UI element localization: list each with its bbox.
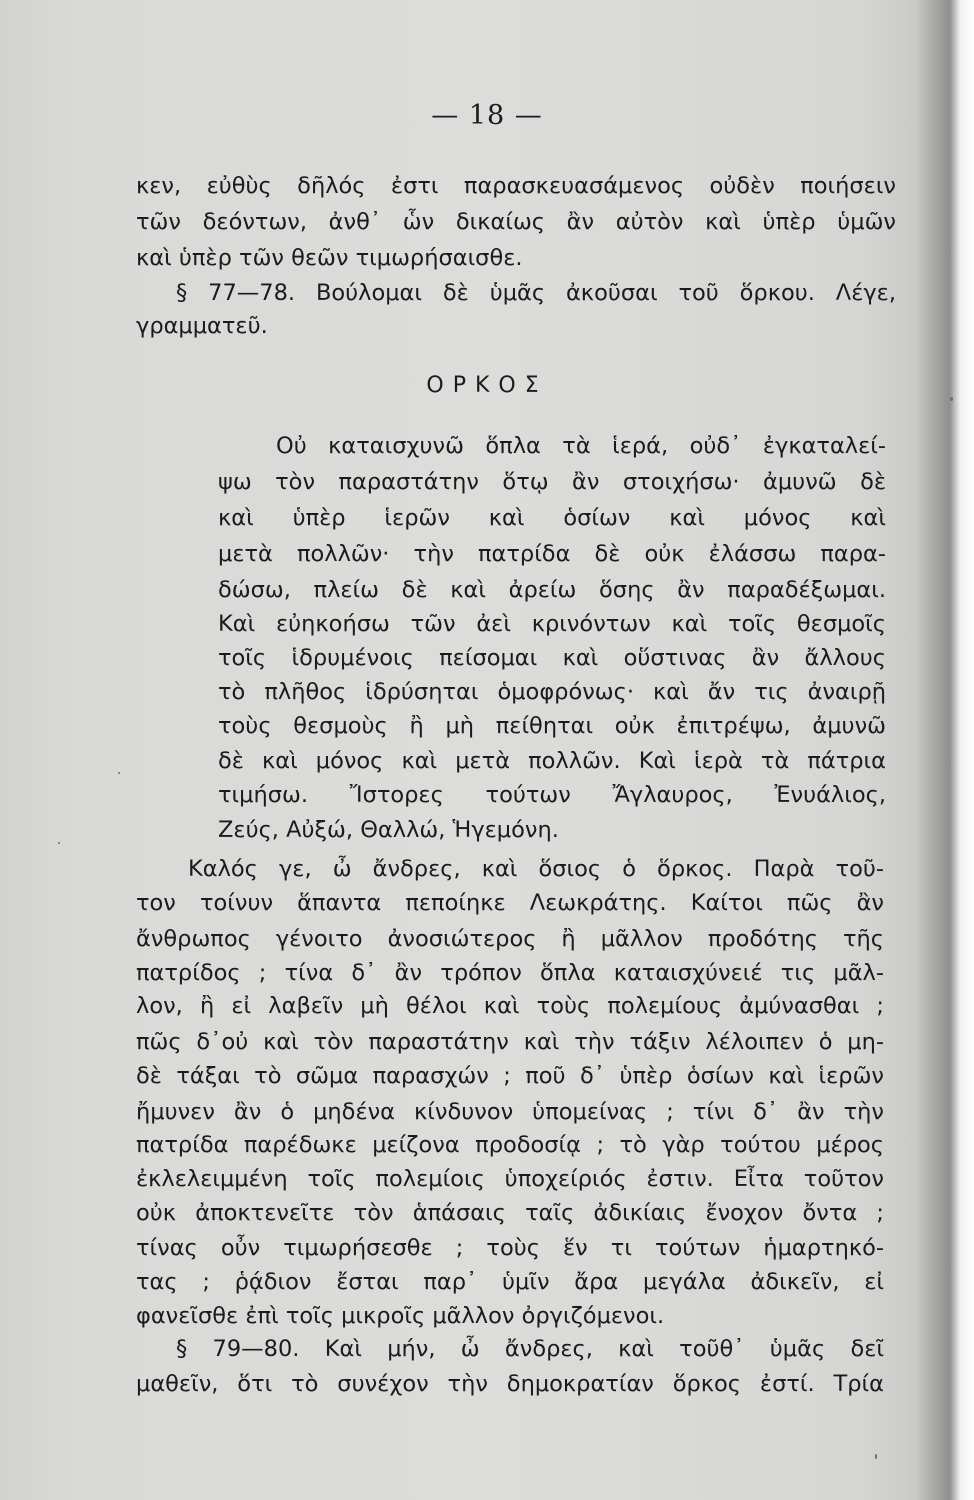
text-line-18: τας ; ῥᾴδιον ἔσται παρ᾿ ὑμῖν ἄρα μεγάλα ἀδικεῖν, εἰ <box>136 1269 884 1295</box>
text-line-6: Καλός γε, ὦ ἄνδρες, καὶ ὅσιος ὁ ὅρκος. Παρὰ τοῦ- <box>188 856 884 882</box>
oath-line-12: Ζεύς, Αὐξώ, Θαλλώ, Ἡγεμόνη. <box>218 817 559 843</box>
paper-speck <box>118 772 120 774</box>
text-line-20: § 79—80. Καὶ μήν, ὦ ἄνδρες, καὶ τοῦθ᾿ ὑμᾶς δεῖ <box>176 1336 884 1362</box>
page-number: — 18 — <box>431 100 543 131</box>
paper-speck <box>58 842 60 844</box>
text-line-15: ἐκλελειμμένη τοῖς πολεμίοις ὑποχείριός ἐστιν. Εἶτα τοῦτον <box>136 1166 884 1192</box>
text-line-7: τον τοίνυν ἅπαντα πεποίηκε Λεωκράτης. Καίτοι πῶς ἂν <box>136 890 884 916</box>
oath-line-10: δὲ καὶ μόνος καὶ μετὰ πολλῶν. Καὶ ἱερὰ τὰ πάτρια <box>218 748 886 774</box>
oath-line-1: Οὐ καταισχυνῶ ὅπλα τὰ ἱερά, οὐδ᾿ ἐγκαταλεί- <box>276 433 886 459</box>
oath-line-3: καὶ ὑπὲρ ἱερῶν καὶ ὁσίων καὶ μόνος καὶ <box>218 505 886 531</box>
text-line-4: § 77—78. Βούλομαι δὲ ὑμᾶς ἀκοῦσαι τοῦ ὅρκου. Λέγε, <box>176 280 896 306</box>
text-line-21: μαθεῖν, ὅτι τὸ συνέχον τὴν δημοκρατίαν ὅρκος ἐστί. Τρία <box>136 1371 884 1397</box>
oath-line-11: τιμήσω. Ἴστορες τούτων Ἄγλαυρος, Ἐνυάλιος, <box>218 782 886 808</box>
paper-speck <box>875 1454 877 1459</box>
text-line-9: πατρίδος ; τίνα δ᾿ ἂν τρόπον ὅπλα καταισχύνειέ τις μᾶλ- <box>136 960 884 986</box>
text-line-8: ἄνθρωπος γένοιτο ἀνοσιώτερος ἢ μᾶλλον προδότης τῆς <box>136 926 884 952</box>
oath-line-6: Καὶ εὐηκοήσω τῶν ἀεὶ κρινόντων καὶ τοῖς θεσμοῖς <box>218 611 886 637</box>
oath-line-4: μετὰ πολλῶν· τὴν πατρίδα δὲ οὐκ ἐλάσσω παρα- <box>218 541 886 567</box>
oath-line-5: δώσω, πλείω δὲ καὶ ἀρείω ὅσης ἂν παραδέξωμαι. <box>218 577 886 603</box>
oath-line-7: τοῖς ἱδρυμένοις πείσομαι καὶ οὕστινας ἂν ἄλλους <box>218 645 886 671</box>
text-line-2: τῶν δεόντων, ἀνθ᾿ ὧν δικαίως ἂν αὐτὸν καὶ ὑπὲρ ὑμῶν <box>136 209 896 235</box>
text-line-12: δὲ τάξαι τὸ σῶμα παρασχών ; ποῦ δ᾿ ὑπὲρ ὁσίων καὶ ἱερῶν <box>136 1063 884 1089</box>
oath-line-2: ψω τὸν παραστάτην ὅτῳ ἂν στοιχήσω· ἀμυνῶ δὲ <box>218 469 886 495</box>
oath-line-8: τὸ πλῆθος ἱδρύσηται ὁμοφρόνως· καὶ ἄν τις ἀναιρῇ <box>218 679 886 705</box>
oath-heading: ΟΡΚΟΣ <box>426 373 548 398</box>
text-line-17: τίνας οὖν τιμωρήσεσθε ; τοὺς ἕν τι τούτων ἡμαρτηκό- <box>136 1235 884 1261</box>
paper-speck <box>950 397 953 401</box>
text-line-10: λον, ἢ εἰ λαβεῖν μὴ θέλοι καὶ τοὺς πολεμίους ἀμύνασθαι ; <box>136 993 884 1019</box>
text-line-5: γραμματεῦ. <box>136 313 268 339</box>
oath-line-9: τοὺς θεσμοὺς ἢ μὴ πείθηται οὐκ ἐπιτρέψω, ἀμυνῶ <box>218 713 886 739</box>
text-line-11: πῶς δ᾿οὐ καὶ τὸν παραστάτην καὶ τὴν τάξιν λέλοιπεν ὁ μη- <box>136 1029 884 1055</box>
text-line-16: οὐκ ἀποκτενεῖτε τὸν ἁπάσαις ταῖς ἀδικίαις ἔνοχον ὄντα ; <box>136 1200 884 1226</box>
text-line-14: πατρίδα παρέδωκε μείζονα προδοσίᾳ ; τὸ γὰρ τούτου μέρος <box>136 1132 884 1158</box>
text-line-1: κεν, εὐθὺς δῆλός ἐστι παρασκευασάμενος οὐδὲν ποιήσειν <box>136 173 896 199</box>
text-line-13: ἤμυνεν ἂν ὁ μηδένα κίνδυνον ὑπομείνας ; τίνι δ᾿ ἂν τὴν <box>136 1099 884 1125</box>
text-line-3: καὶ ὑπὲρ τῶν θεῶν τιμωρήσαισθε. <box>136 245 523 271</box>
text-line-19: φανεῖσθε ἐπὶ τοῖς μικροῖς μᾶλλον ὀργιζόμενοι. <box>136 1303 665 1329</box>
